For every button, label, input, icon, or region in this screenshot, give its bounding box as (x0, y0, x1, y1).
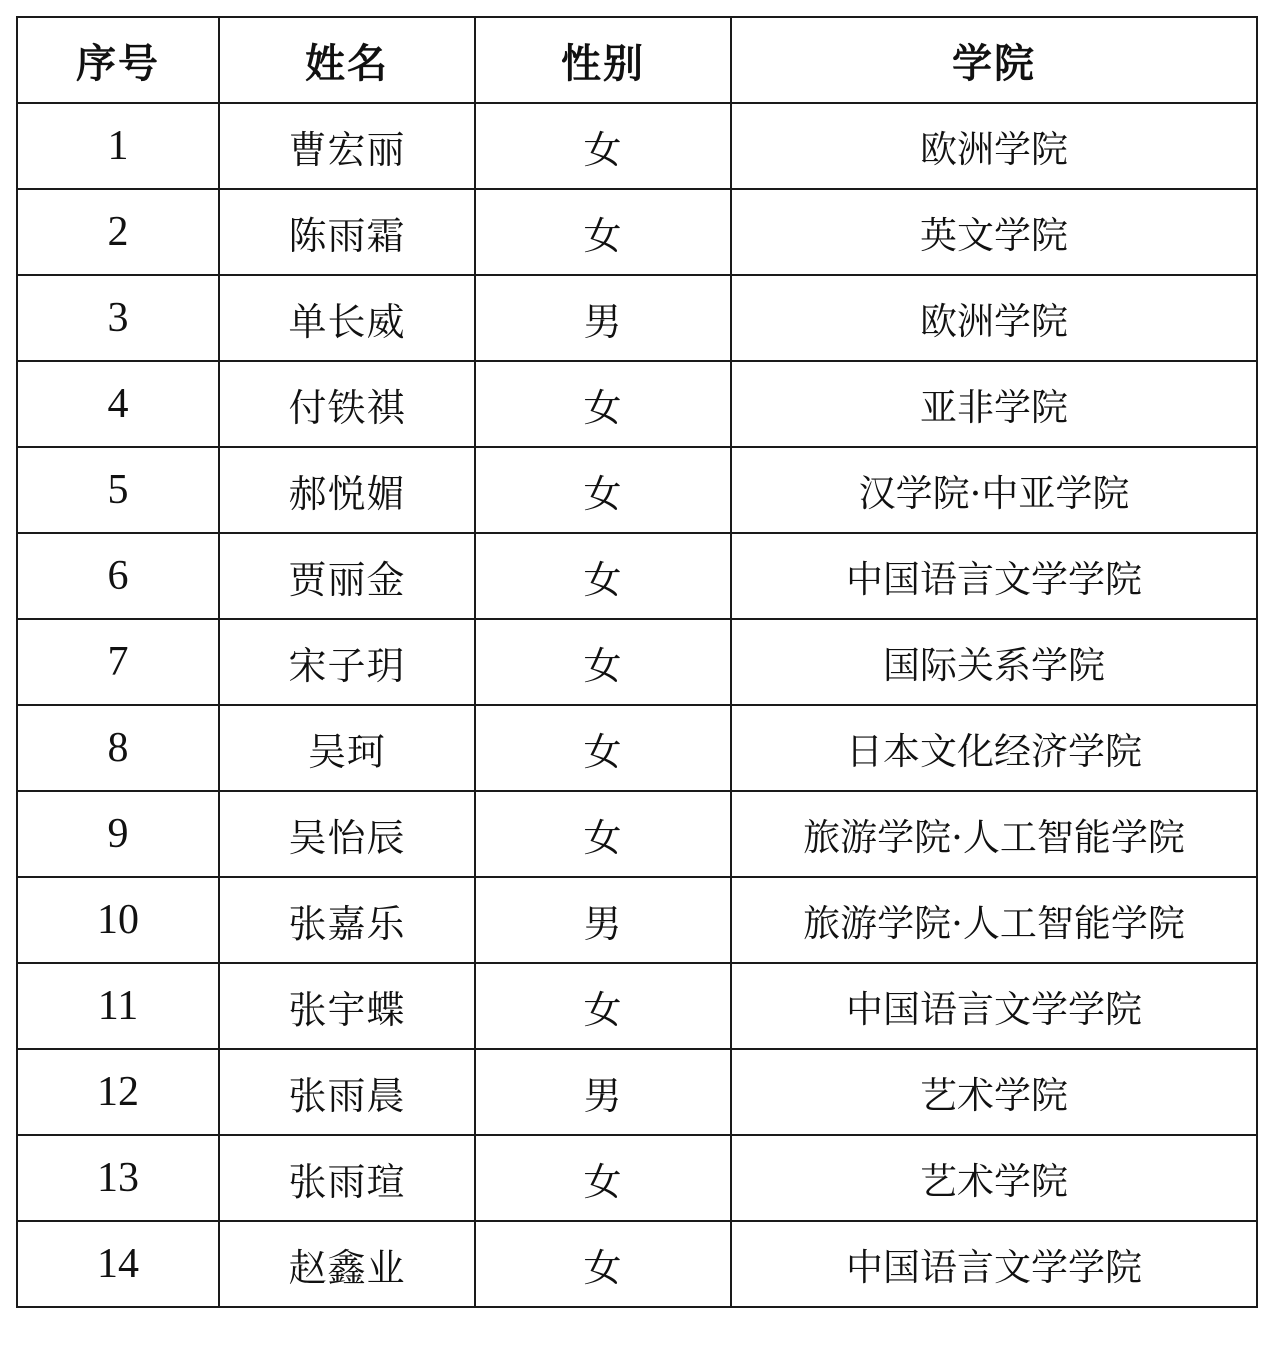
cell-college: 汉学院·中亚学院 (731, 447, 1257, 533)
cell-gender: 女 (475, 1135, 731, 1221)
table-row (17, 1221, 1257, 1307)
cell-name: 贾丽金 (219, 533, 475, 619)
cell-college: 欧洲学院 (731, 103, 1257, 189)
cell-college: 日本文化经济学院 (731, 705, 1257, 791)
table-header (17, 17, 1257, 103)
cell-name: 郝悦媚 (219, 447, 475, 533)
cell-name: 曹宏丽 (219, 103, 475, 189)
table-row (17, 447, 1257, 533)
cell-gender: 男 (475, 275, 731, 361)
cell-name: 付铁祺 (219, 361, 475, 447)
cell-index: 8 (17, 705, 219, 791)
cell-name: 赵鑫业 (219, 1221, 475, 1307)
cell-name: 张雨晨 (219, 1049, 475, 1135)
table-body (17, 103, 1257, 1307)
cell-gender: 女 (475, 103, 731, 189)
cell-gender: 女 (475, 447, 731, 533)
cell-index: 12 (17, 1049, 219, 1135)
cell-college: 艺术学院 (731, 1049, 1257, 1135)
table-row (17, 619, 1257, 705)
cell-name: 陈雨霜 (219, 189, 475, 275)
cell-name: 张宇蝶 (219, 963, 475, 1049)
cell-name: 单长威 (219, 275, 475, 361)
cell-college: 旅游学院·人工智能学院 (731, 877, 1257, 963)
cell-gender: 男 (475, 877, 731, 963)
cell-index: 9 (17, 791, 219, 877)
table-row (17, 189, 1257, 275)
table-row (17, 963, 1257, 1049)
cell-college: 中国语言文学学院 (731, 1221, 1257, 1307)
cell-index: 11 (17, 963, 219, 1049)
cell-name: 张雨瑄 (219, 1135, 475, 1221)
cell-college: 中国语言文学学院 (731, 533, 1257, 619)
student-table (16, 16, 1258, 1308)
cell-gender: 女 (475, 189, 731, 275)
cell-gender: 女 (475, 963, 731, 1049)
cell-index: 2 (17, 189, 219, 275)
table-row (17, 1049, 1257, 1135)
cell-gender: 女 (475, 533, 731, 619)
cell-college: 旅游学院·人工智能学院 (731, 791, 1257, 877)
cell-gender: 女 (475, 619, 731, 705)
cell-name: 吴珂 (219, 705, 475, 791)
header-gender: 性别 (475, 17, 731, 103)
cell-gender: 女 (475, 705, 731, 791)
cell-index: 7 (17, 619, 219, 705)
cell-college: 英文学院 (731, 189, 1257, 275)
cell-index: 6 (17, 533, 219, 619)
cell-index: 14 (17, 1221, 219, 1307)
table-row (17, 1135, 1257, 1221)
cell-index: 1 (17, 103, 219, 189)
header-index: 序号 (17, 17, 219, 103)
table-row (17, 705, 1257, 791)
cell-index: 10 (17, 877, 219, 963)
cell-name: 宋子玥 (219, 619, 475, 705)
header-college: 学院 (731, 17, 1257, 103)
cell-index: 13 (17, 1135, 219, 1221)
table-row (17, 877, 1257, 963)
cell-index: 5 (17, 447, 219, 533)
cell-name: 张嘉乐 (219, 877, 475, 963)
cell-college: 中国语言文学学院 (731, 963, 1257, 1049)
cell-college: 国际关系学院 (731, 619, 1257, 705)
cell-college: 欧洲学院 (731, 275, 1257, 361)
header-row (17, 17, 1257, 103)
table-row (17, 533, 1257, 619)
header-name: 姓名 (219, 17, 475, 103)
cell-index: 3 (17, 275, 219, 361)
cell-gender: 女 (475, 1221, 731, 1307)
cell-college: 艺术学院 (731, 1135, 1257, 1221)
cell-gender: 女 (475, 361, 731, 447)
cell-gender: 女 (475, 791, 731, 877)
cell-college: 亚非学院 (731, 361, 1257, 447)
cell-gender: 男 (475, 1049, 731, 1135)
table-row (17, 361, 1257, 447)
cell-name: 吴怡辰 (219, 791, 475, 877)
table-row (17, 275, 1257, 361)
cell-index: 4 (17, 361, 219, 447)
table-row (17, 791, 1257, 877)
table-row (17, 103, 1257, 189)
